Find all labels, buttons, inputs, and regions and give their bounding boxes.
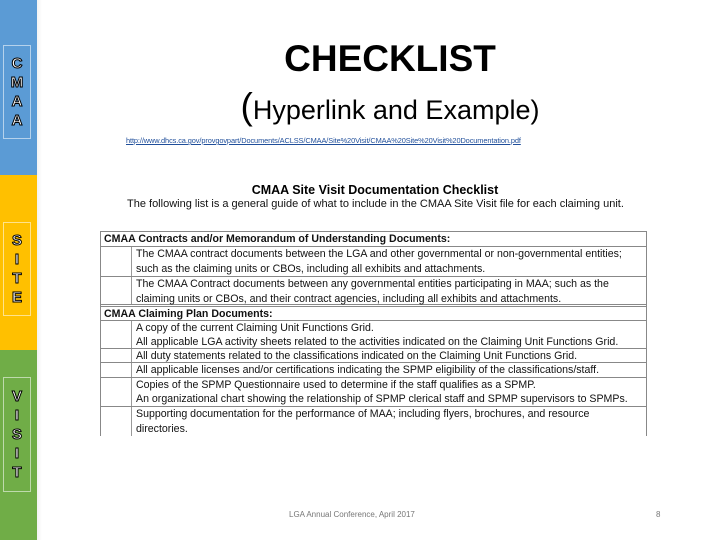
checklist-item: All duty statements related to the classifications indicated on the Claiming Unit Functions Grid. [101,349,646,363]
letter: C [11,55,23,72]
page-number: 8 [656,510,661,519]
checklist-item: A copy of the current Claiming Unit Functions Grid. [101,321,646,335]
checklist-item: The CMAA contract documents between the LGA and other governmental or non-governmental entities; such as the claiming units or CBOs, including all exhibits and attachments. [101,247,646,277]
letter: I [14,251,20,268]
page-title: CHECKLIST [284,38,496,79]
letter: T [12,464,22,481]
checklist-item: The CMAA Contract documents between any governmental entities participating in MAA; such as the claiming units or CBOs, and their contract agencies, including all exhibits and attachments. [101,277,646,307]
checklist-item: All applicable licenses and/or certifications indicating the SPMP eligibility of the classifications/staff. [101,363,646,378]
letter: I [14,407,20,424]
page-subtitle [180,86,600,128]
document-subtitle: The following list is a general guide of what to include in the CMAA Site Visit file for each claiming unit. [127,198,624,210]
letter: E [11,289,22,306]
letter: I [14,445,20,462]
letter: V [11,388,22,405]
subtitle-text: Hyperlink and Example) [252,95,540,125]
checklist-item: Supporting documentation for the performance of MAA; including flyers, brochures, and resource directories. [101,407,646,436]
sidebar-label-visit [3,377,31,492]
checklist-item: An organizational chart showing the relationship of SPMP clerical staff and SPMP supervisors to SPMPs. [101,392,646,407]
document-title: CMAA Site Visit Documentation Checklist [251,183,499,197]
checklist-item: Copies of the SPMP Questionnaire used to determine if the staff qualifies as a SPMP. [101,378,646,392]
checklist-item: All applicable LGA activity sheets related to the activities indicated on the Claiming Unit Functions Grid. [101,335,646,349]
section-heading: CMAA Contracts and/or Memorandum of Understanding Documents: [101,232,646,247]
letter: A [11,93,23,110]
checklist-table [100,231,647,436]
sidebar-label-cmaa [3,45,31,139]
section-heading-text: CMAA Claiming Plan Documents: [104,308,273,320]
checklist-hyperlink[interactable]: http://www.dhcs.ca.gov/provgovpart/Documents/ACLSS/CMAA/Site%20Visit/CMAA%20Site%20Visit%20Documentation.pdf [126,136,521,145]
sidebar-label-site [3,222,31,316]
letter: A [11,112,23,129]
letter: S [11,232,22,249]
letter: T [12,270,22,287]
letter: S [11,426,22,443]
subtitle-paren: ( [240,86,253,127]
footer-text: LGA Annual Conference, April 2017 [289,510,415,519]
section-heading [101,307,646,321]
letter: M [10,74,24,91]
